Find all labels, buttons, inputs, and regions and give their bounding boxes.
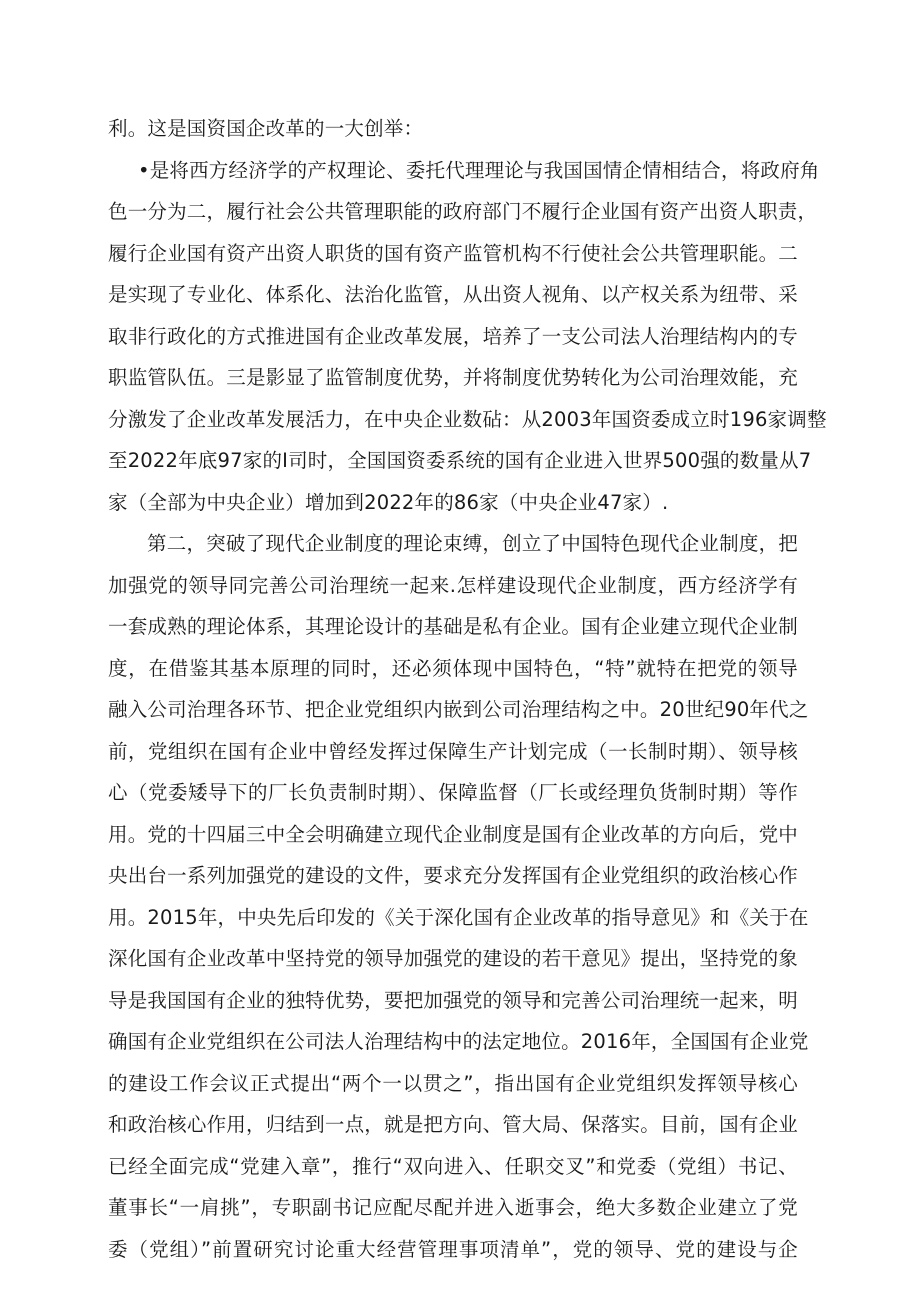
text-line: 的建设工作会议正式提出“两个一以贯之”，指出国有企业党组织发挥领导核心 [108,1071,798,1095]
text-line: 央出台一系列加强党的建设的文件，要求充分发挥国有企业党组织的政治核心作 [108,864,798,887]
text-line: •是将西方经济学的产权理论、委托代理理论与我国国情企情相结合，将政府角 [138,158,820,182]
text-line: 是实现了专业化、体系化、法治化监管，从出资人视角、以产权关系为纽带、采 [108,283,798,306]
text-line: 已经全面完成“党建入章”，推行“双向进入、任职交叉”和党委（党组）书记、 [108,1154,798,1178]
text-line: 加强党的领导同完善公司治理统一起来.怎样建设现代企业制度，西方经济学有 [108,573,798,597]
text-line: 用。2015年，中央先后印发的《关于深化国有企业改革的指导意见》和《关于在 [108,905,809,929]
text-line: 委（党组）”前置研究讨论重大经营管理事项清单”，党的领导、党的建设与企 [108,1237,798,1261]
text-line: 至2022年底97家的I司时，全国国资委系统的国有企业进入世界500强的数量从7 [108,449,812,472]
text-line: 融入公司治理各环节、把企业党组织内嵌到公司治理结构之中。20世纪90年代之 [108,698,809,721]
text-line: 用。党的十四届三中全会明确建立现代企业制度是国有企业改革的方向后，党中 [108,822,798,846]
text-line: 确国有企业党组织在公司法人治理结构中的法定地位。2016年，全国国有企业党 [108,1030,809,1053]
text-line: 深化国有企业改革中坚持党的领导加强党的建设的若干意见》提出，坚持党的象 [108,947,798,970]
text-line: 取非行政化的方式推进国有企业改革发展，培养了一支公司法人治理结构内的专 [108,324,798,348]
text-line: 色一分为二，履行社会公共管理职能的政府部门不履行企业国有资产出资人职责， [108,200,818,223]
text-line: 董事长“一肩挑”，专职副书记应配尽配并进入逝事会，绝大多数企业建立了党 [108,1196,798,1219]
text-line: 职监管队伍。三是影显了监管制度优势，并将制度优势转化为公司治理效能，充 [108,366,798,389]
text-line: 一套成熟的理论体系，其理论设计的基础是私有企业。国有企业建立现代企业制 [108,615,798,638]
text-line: 第二，突破了现代企业制度的理论束缚，创立了中国特色现代企业制度，把 [147,532,798,555]
text-line: 分激发了企业改革发展活力，在中央企业数砧：从2003年国资委成立时196家调整 [108,407,827,431]
body-text [108,108,827,1270]
text-line: 导是我国国有企业的独特优势，要把加强党的领导和完善公司治理统一起来，明 [108,988,798,1012]
text-line: 和政治核心作用，归结到一点，就是把方向、管大局、保落实。目前，国有企业 [108,1113,798,1136]
text-line: 家（全部为中央企业）增加到2022年的86家（中央企业47家）. [108,490,669,514]
text-line: 履行企业国有资产出资人职货的国有资产监管机构不行使社会公共管理职能。二 [108,241,798,265]
text-line: 利。这是国资国企改革的一大创举： [108,117,424,140]
text-line: 度，在借鉴其基本原理的同时，还必须体现中国特色，“特”就特在把党的领导 [108,656,798,680]
text-line: 心（党委矮导下的厂长负责制时期）、保障监督（厂长或经理负货制时期）等作 [108,781,798,804]
text-line: 前，党组织在国有企业中曾经发挥过保障生产计划完成（一长制时期）、领导核 [108,739,798,763]
